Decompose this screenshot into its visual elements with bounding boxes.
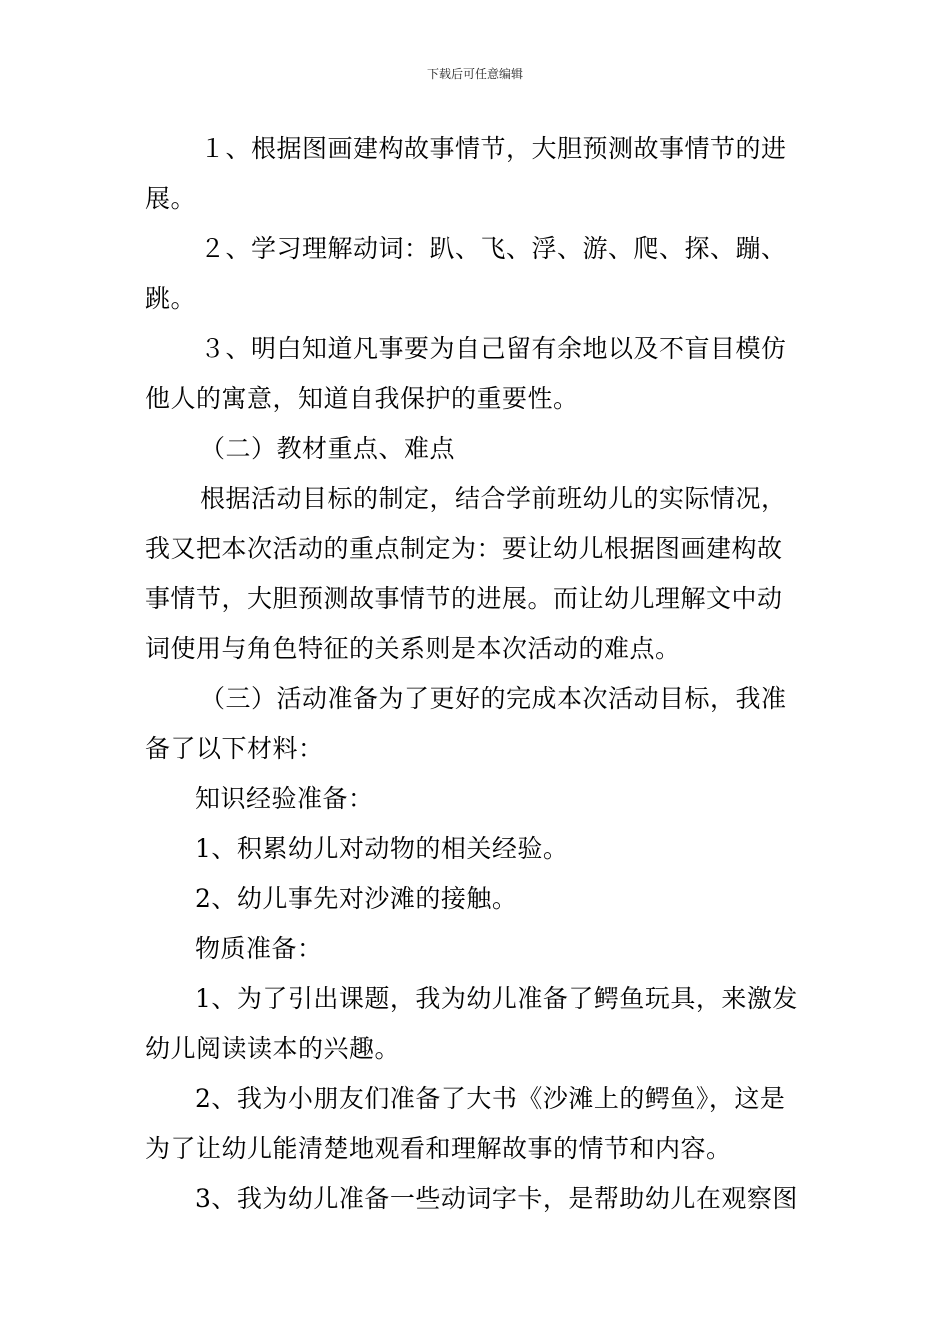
section-heading: （三）活动准备为了更好的完成本次活动目标，我准 bbox=[200, 684, 787, 713]
text-line: １、根据图画建构故事情节，大胆预测故事情节的进 bbox=[200, 134, 787, 163]
section-heading: （二）教材重点、难点 bbox=[200, 434, 456, 463]
subheading: 知识经验准备： bbox=[195, 784, 374, 813]
subheading: 物质准备： bbox=[195, 934, 323, 963]
text-line: 词使用与角色特征的关系则是本次活动的难点。 bbox=[145, 634, 681, 663]
page-header: 下载后可任意编辑 bbox=[426, 67, 523, 81]
list-item: 3、我为幼儿准备一些动词字卡，是帮助幼儿在观察图 bbox=[195, 1184, 798, 1213]
text-line: 展。 bbox=[145, 184, 197, 213]
text-line: 他人的寓意，知道自我保护的重要性。 bbox=[145, 384, 579, 413]
text-line: 根据活动目标的制定，结合学前班幼儿的实际情况， bbox=[200, 484, 787, 513]
text-line: 备了以下材料： bbox=[145, 734, 324, 763]
list-item: 2、我为小朋友们准备了大书《沙滩上的鳄鱼》，这是 bbox=[195, 1084, 786, 1113]
text-line: 跳。 bbox=[145, 284, 197, 313]
text-line: 为了让幼儿能清楚地观看和理解故事的情节和内容。 bbox=[145, 1134, 732, 1163]
list-item: 1、积累幼儿对动物的相关经验。 bbox=[195, 834, 569, 863]
text-line: 事情节，大胆预测故事情节的进展。而让幼儿理解文中动 bbox=[145, 584, 783, 613]
text-line: 我又把本次活动的重点制定为：要让幼儿根据图画建构故 bbox=[145, 534, 783, 563]
list-item: 2、幼儿事先对沙滩的接触。 bbox=[195, 884, 518, 913]
text-line: ２、学习理解动词：趴、飞、浮、游、爬、探、蹦、 bbox=[200, 234, 787, 263]
text-line: 幼儿阅读读本的兴趣。 bbox=[145, 1034, 401, 1063]
text-line: ３、明白知道凡事要为自己留有余地以及不盲目模仿 bbox=[200, 334, 787, 363]
list-item: 1、为了引出课题，我为幼儿准备了鳄鱼玩具，来激发 bbox=[195, 984, 798, 1013]
